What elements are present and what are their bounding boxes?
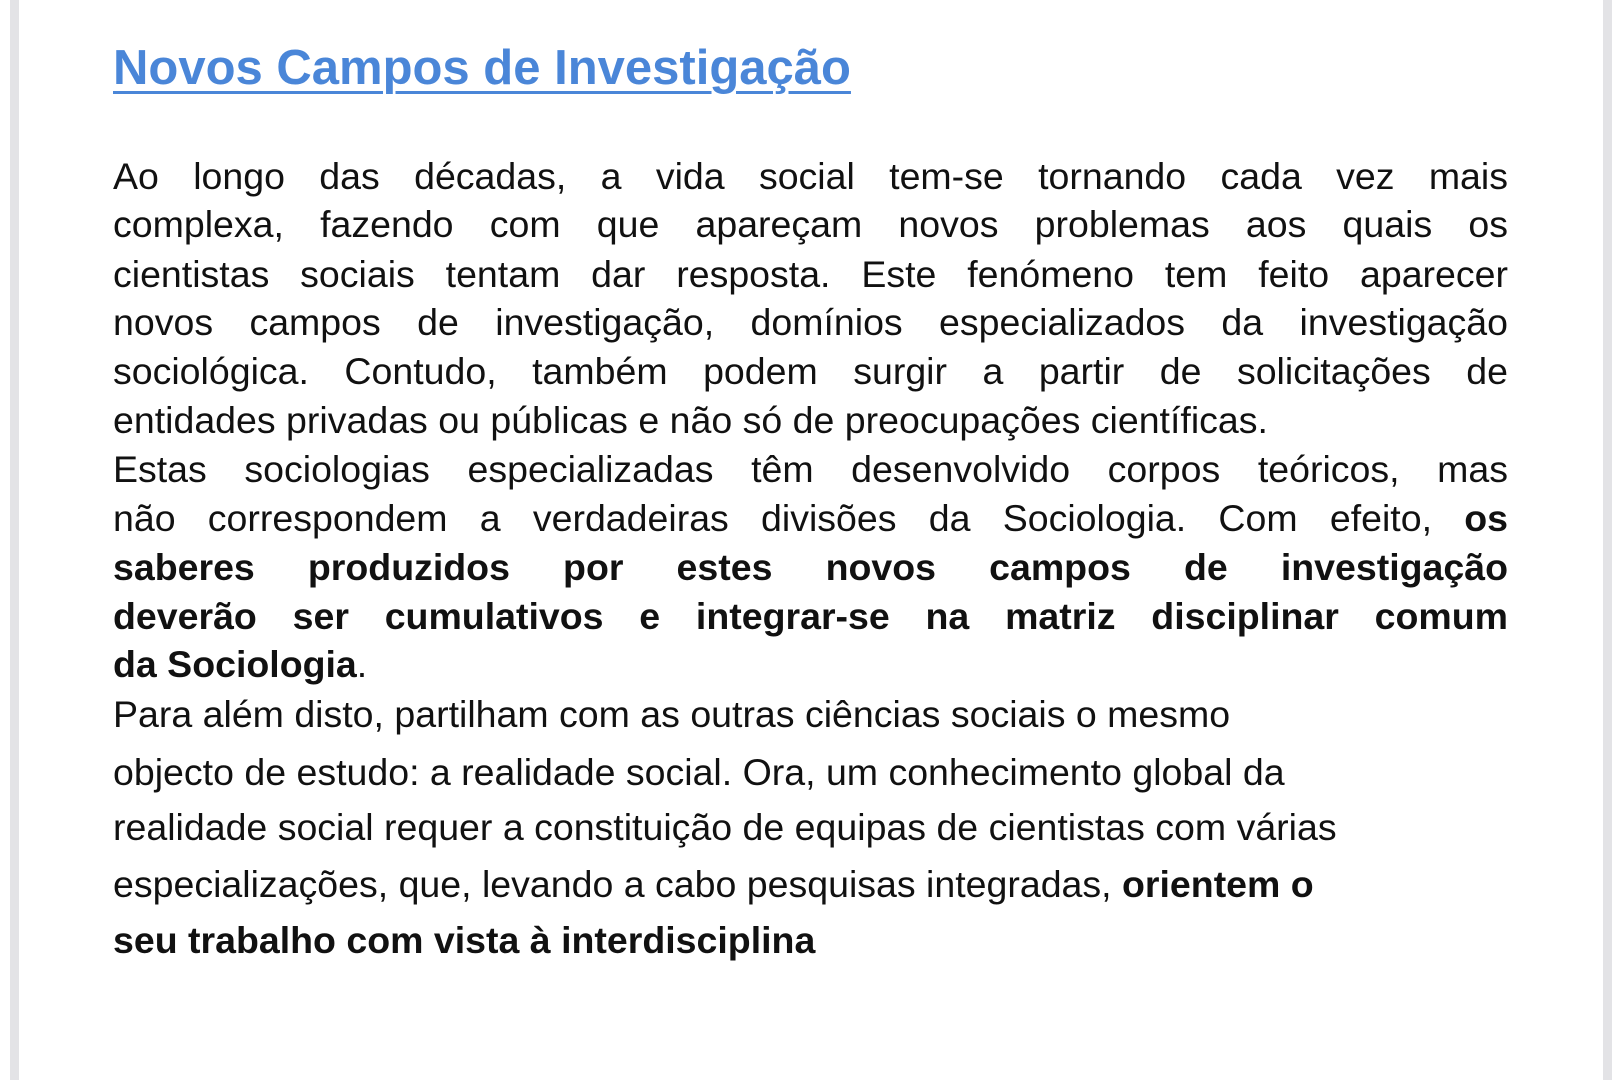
text-line: [113, 594, 1508, 638]
bold-text: orientem o: [1122, 863, 1314, 905]
text-segment: Estas sociologias especializadas têm desenvolvido corpos teóricos, mas: [113, 448, 1508, 490]
text-line: [113, 692, 1508, 736]
text-line: [113, 252, 1508, 296]
page-left-edge: [10, 0, 19, 1080]
text-line: [113, 862, 1508, 906]
bold-text: saberes produzidos por estes novos campos de investigação: [113, 546, 1508, 588]
text-line: [113, 642, 1508, 686]
text-line: [113, 398, 1508, 442]
text-segment: entidades privadas ou públicas e não só de preocupações científicas.: [113, 399, 1268, 441]
text-line: [113, 918, 1508, 962]
text-line: [113, 300, 1508, 344]
text-line: [113, 545, 1508, 589]
text-line: [113, 447, 1508, 491]
text-segment: sociológica. Contudo, também podem surgir a partir de solicitações de: [113, 350, 1508, 392]
bold-text: deverão ser cumulativos e integrar-se na matriz disciplinar comum: [113, 595, 1508, 637]
text-line: [113, 349, 1508, 393]
text-segment: complexa, fazendo com que apareçam novos problemas aos quais os: [113, 203, 1508, 245]
text-segment: .: [356, 643, 368, 685]
text-segment: novos campos de investigação, domínios especializados da investigação: [113, 301, 1508, 343]
bold-text: os: [1464, 497, 1508, 539]
page-right-edge: [1603, 0, 1612, 1080]
text-segment: especializações, que, levando a cabo pesquisas integradas,: [113, 863, 1123, 905]
text-line: [113, 154, 1508, 198]
text-segment: não correspondem a verdadeiras divisões da Sociologia. Com efeito,: [113, 497, 1465, 539]
text-segment: Para além disto, partilham com as outras ciências sociais o mesmo: [113, 693, 1231, 735]
text-line: [113, 805, 1508, 849]
document-heading: Novos Campos de Investigação: [113, 41, 851, 95]
bold-text: seu trabalho com vista à interdisciplina: [113, 919, 816, 961]
text-segment: objecto de estudo: a realidade social. Ora, um conhecimento global da: [113, 751, 1285, 793]
text-segment: cientistas sociais tentam dar resposta. Este fenómeno tem feito aparecer: [113, 253, 1508, 295]
bold-text: da Sociologia: [113, 643, 357, 685]
text-line: [113, 496, 1508, 540]
text-segment: realidade social requer a constituição de equipas de cientistas com várias: [113, 806, 1337, 848]
text-line: [113, 750, 1508, 794]
text-line: [113, 202, 1508, 246]
text-segment: Ao longo das décadas, a vida social tem-se tornando cada vez mais: [113, 155, 1508, 197]
